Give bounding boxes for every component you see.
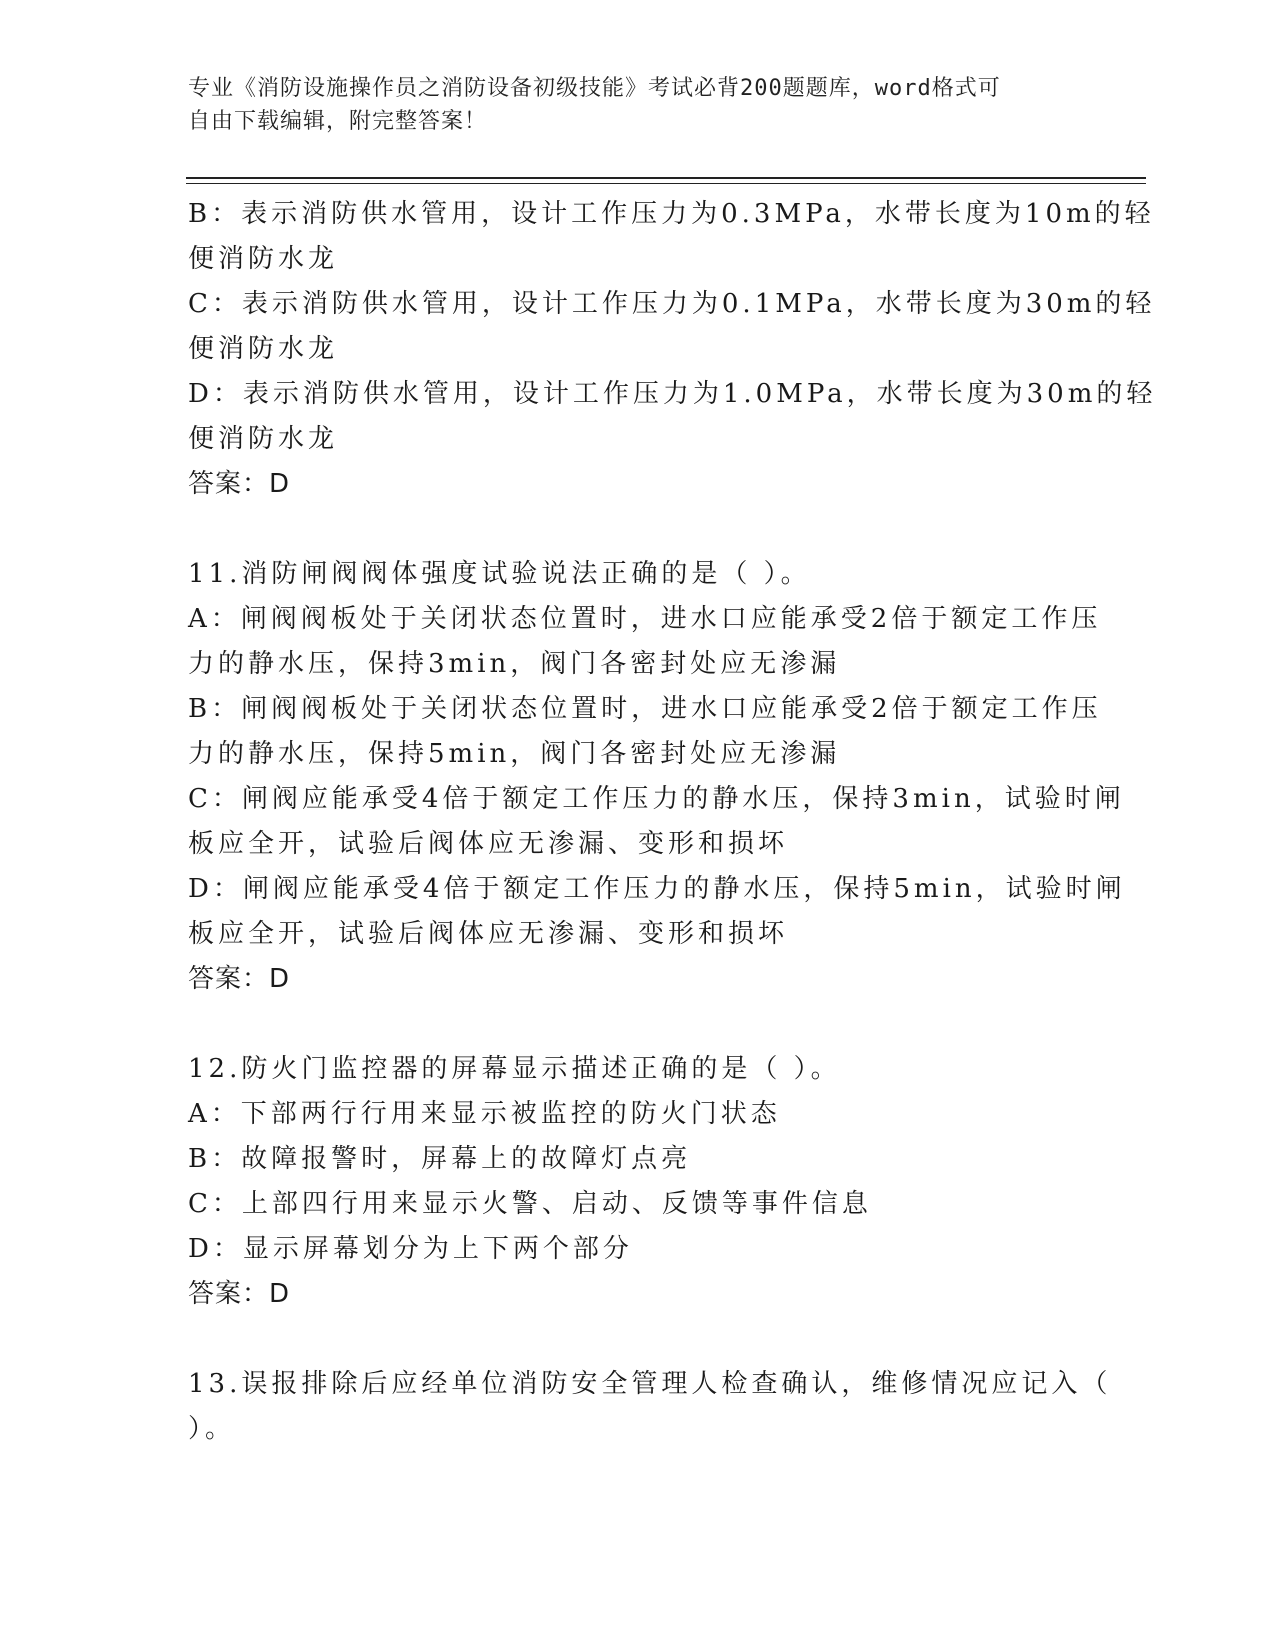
q11-option-c-line-2: 板应全开，试验后阀体应无渗漏、变形和损坏 <box>188 829 789 859</box>
spacer <box>188 1317 1088 1362</box>
document-body <box>188 192 1157 1452</box>
q11-option-b-line-2: 力的静水压，保持5min，阀门各密封处应无渗漏 <box>188 739 841 769</box>
q12-option-a: A：下部两行行用来显示被监控的防火门状态 <box>188 1099 781 1129</box>
header-divider-thick <box>186 177 1146 179</box>
q11-answer: 答案：D <box>188 964 291 994</box>
q10-option-d-line-2: 便消防水龙 <box>188 424 339 454</box>
question-13-block <box>188 1362 1112 1452</box>
q11-option-d-line-2: 板应全开，试验后阀体应无渗漏、变形和损坏 <box>188 919 789 949</box>
q10-option-d-line-1: D：表示消防供水管用，设计工作压力为1.0MPa，水带长度为30m的轻 <box>188 379 1157 409</box>
spacer <box>188 1002 1088 1047</box>
q10-option-b-line-1: B：表示消防供水管用，设计工作压力为0.3MPa，水带长度为10m的轻 <box>188 199 1155 229</box>
header-line-1: 专业《消防设施操作员之消防设备初级技能》考试必背200题题库，word格式可 <box>188 76 1001 101</box>
header-line-2: 自由下载编辑，附完整答案！ <box>188 109 488 134</box>
q12-stem: 12.防火门监控器的屏幕显示描述正确的是（ ）。 <box>188 1054 841 1084</box>
q12-option-d: D：显示屏幕划分为上下两个部分 <box>188 1234 633 1264</box>
spacer <box>188 507 1088 552</box>
q10-option-b-line-2: 便消防水龙 <box>188 244 339 274</box>
question-12-block <box>188 1047 1088 1317</box>
q11-option-a-line-2: 力的静水压，保持3min，阀门各密封处应无渗漏 <box>188 649 841 679</box>
q10-option-c-line-2: 便消防水龙 <box>188 334 339 364</box>
header-divider-thin <box>186 183 1146 184</box>
q11-option-a-line-1: A：闸阀阀板处于关闭状态位置时，进水口应能承受2倍于额定工作压 <box>188 604 1102 634</box>
document-header <box>188 72 1068 138</box>
q12-option-c: C：上部四行用来显示火警、启动、反馈等事件信息 <box>188 1189 872 1219</box>
q11-option-d-line-1: D：闸阀应能承受4倍于额定工作压力的静水压，保持5min，试验时闸 <box>188 874 1126 904</box>
q13-stem-line-2: ）。 <box>188 1414 236 1444</box>
q11-option-b-line-1: B：闸阀阀板处于关闭状态位置时，进水口应能承受2倍于额定工作压 <box>188 694 1102 724</box>
question-10-block <box>188 192 1157 507</box>
q12-option-b: B：故障报警时，屏幕上的故障灯点亮 <box>188 1144 692 1174</box>
q11-option-c-line-1: C：闸阀应能承受4倍于额定工作压力的静水压，保持3min，试验时闸 <box>188 784 1125 814</box>
q10-answer: 答案：D <box>188 469 291 499</box>
q11-stem: 11.消防闸阀阀体强度试验说法正确的是（ ）。 <box>188 559 811 589</box>
q12-answer: 答案：D <box>188 1279 291 1309</box>
question-11-block <box>188 552 1126 1002</box>
q10-option-c-line-1: C：表示消防供水管用，设计工作压力为0.1MPa，水带长度为30m的轻 <box>188 289 1156 319</box>
q13-stem-line-1: 13.误报排除后应经单位消防安全管理人检查确认，维修情况应记入（ <box>188 1369 1112 1399</box>
